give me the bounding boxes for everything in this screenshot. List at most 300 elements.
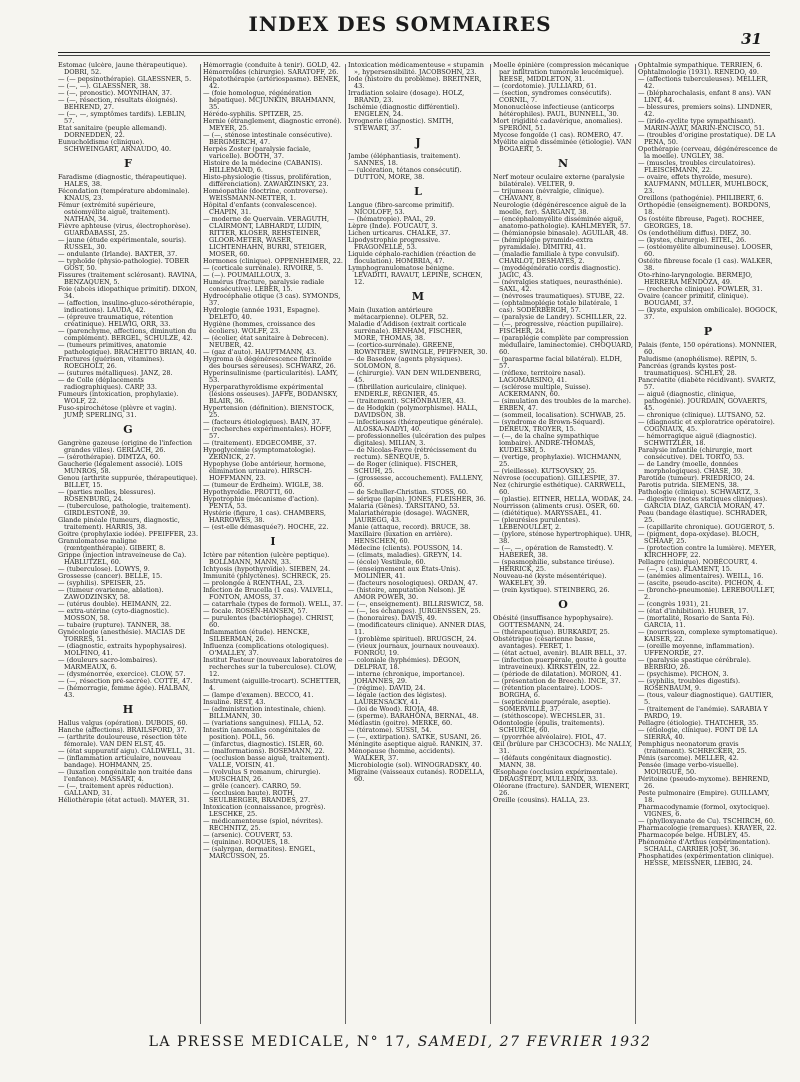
index-entry: — (oreille moyenne, inflammation). UFFENORDE, 27. — [638, 642, 755, 657]
index-entry: — (loi de Wood). RIOJA, 48. — [348, 705, 439, 713]
index-entry: Hernie (étranglement, diagnostic erroné). MEYER, 25. — [203, 117, 342, 132]
index-entry: — (arsenic). COUVERT, 53. — [203, 831, 293, 839]
index-entry: — (sommeil, localisation). SCHWAB, 25. — [493, 411, 626, 419]
index-entry: Hormones (clinique). OPPENHEIMER, 22. — [203, 257, 343, 265]
index-entry: — (— pepsinothérapie). GLAESSNER, 5. — [58, 75, 192, 83]
index-entry: Estomac (ulcère, jaune thérapeutique). DOBRI, 52. — [58, 62, 188, 76]
index-entry: — (hématropie). PAAL, 29. — [348, 215, 436, 223]
index-entry: Péritoine (pseudo-myxome). BEHREND, 26. — [638, 775, 770, 790]
index-entry: Gynécologie (anesthésie). MACIAS DE TORRES, 51. — [58, 628, 186, 643]
index-entry: — trijumeau (névralgie, clinique). CHAVANY, 8. — [493, 187, 605, 202]
index-entry: — (rétention placentaire). LOOS-BORGHA, 6. — [493, 684, 603, 699]
index-entry: — (occlusion basse aiguë, traitement). VALLE, VOISIN, 41. — [203, 754, 330, 769]
index-entry: Intestin (anomalies congénitales de position). POLL, 56. — [203, 726, 321, 741]
index-entry: — (tous, valeur diagnostique). GAUTIER, 5. — [638, 691, 774, 706]
index-column-2 — [203, 62, 343, 1028]
index-entry: — aiguë (diagnostic, clinique, pathogénie). JOURDAIN, GOVAERTS, 45. — [638, 390, 768, 412]
index-entry: — (vertige, prophylaxie). WICHMANN, 25. — [493, 453, 622, 468]
index-entry: Herpès Zoster (paralysie faciale, varicelle). BOOTH, 37. — [203, 145, 311, 160]
index-entry: — légale (action des légistes). LAURENSACKY, 41. — [348, 691, 447, 706]
index-entry: — (section, syndromes consécutifs). CORNIL, 7. — [493, 89, 612, 104]
footer-issue: N° 17, — [356, 1034, 412, 1050]
index-entry: — (tumeurs primitives, anatomie pathologique). BRACHETTO BRIAN, 40. — [58, 341, 197, 356]
index-entry: — professionnelles (ulcération des pulpes digitales). MILIAN, 3. — [348, 432, 486, 447]
index-entry: — coloniale (hyphémies). DÉGON, DELPRAT, 18. — [348, 656, 461, 671]
index-entry: — tubaire (rupture). TANNER, 38. — [58, 621, 172, 629]
index-entry: Intoxication médicamenteuse « stupamin », hypersensibilité. JACOBSOHN, 23. — [348, 62, 484, 76]
index-entry: — (sclérose multiple, Suisse). ACKERMANN, 60. — [493, 383, 591, 398]
index-entry: Médecine (clients). POUSSON, 14. — [348, 544, 463, 552]
index-entry: Fissures (traitement sclérosant). RAVINA, BENZAQUEN, 5. — [58, 271, 197, 286]
index-entry: — (—, —). GLAESSNER, 38. — [58, 82, 151, 90]
index-entry: Hydrologie (année 1931, Espagne). DELETO, 40. — [203, 306, 320, 321]
index-entry: — (diagnostic, extraits hypophysaires). MOLFINO, 41. — [58, 642, 187, 657]
index-entry: Oreille (cousins). HALLA, 23. — [493, 796, 590, 804]
index-entry: — (occlusion haute). ROTH, SEULBERGER, BRANDES, 27. — [203, 789, 311, 804]
index-entry: — moderne de Quervain. VERAGUTH, CLAIRMONT, LABHARDT, LUDIN, RITTER, KLOSER, REHSTEINER, GLOOR-METER, WASER, LICHTENHAHN, BURRI, STEIGER, MOSER, 60. — [203, 215, 330, 258]
index-entry: — (nourrisson, complexe symptomatique). KAISER, 22. — [638, 628, 778, 643]
index-entry: — (modificateurs clinique). ANNER DIAS, 11. — [348, 621, 486, 636]
index-entry: — de Hodgkin (polymorphisme). HALL, DAVIDSON, 38. — [348, 404, 478, 419]
index-entry: Genou (arthrite suppurée, thérapeutique). BILLET, 15. — [58, 474, 198, 489]
index-entry: — chronique (clinique). LUTSANO, 52. — [638, 411, 766, 419]
section-letter: O — [558, 598, 568, 611]
index-entry: Ostéite fibreuse focale (1 cas). WALKER, 38. — [638, 257, 773, 272]
index-entry: — infectieuses (thérapeutique générale). ALOSKA-NADYI, 40. — [348, 418, 483, 433]
index-entry: Pellagre (clinique). NOBÉCOURT, 4. — [638, 558, 758, 566]
index-entry: — (syphilis). SPEISER, 25. — [58, 579, 146, 587]
index-entry: — (myodégénératio cordis diagnostic). JAGIC, 43. — [493, 264, 621, 279]
column-divider — [490, 64, 491, 1024]
index-entry: — jaune (étude expérimentale, souris). RUSSEL, 30. — [58, 236, 187, 251]
index-entry: — (broncho-pneumonie). LEREBOULLET, 2. — [638, 586, 775, 601]
index-entry: Irradiation solaire (dosage). HOLZ, BRAND, 23. — [348, 89, 465, 104]
index-entry: — (phylloxyanate de Cu). TSCHIRCH, 60. — [638, 817, 775, 825]
index-entry: — (simulation des troubles de la marche). ERBEN, 47. — [493, 397, 631, 412]
index-entry: — interne (chronique, importance). JOHANNES, 29. — [348, 670, 465, 685]
index-entry: Glande pinéale (tumeurs, diagnostic, traitement). HARRIS, 38. — [58, 516, 180, 531]
index-entry: — prolongée à RŒNTHAL, 23. — [203, 579, 305, 587]
index-entry: Mort (rigidité cadavérique, anomalies). SPERONI, 51. — [493, 117, 623, 132]
index-entry: Parotis putrida. SIEMENS, 38. — [638, 481, 739, 489]
index-entry: — hémorragique aiguë (diagnostic). SCHWITZLER, 18. — [638, 432, 757, 447]
index-entry: — (tuberculose, pathologie, traitement). GIRDLESTONE, 39. — [58, 502, 191, 517]
index-entry: Institut Pasteur (nouveaux laboratoires de recherches sur la tuberculose). CLOW, 12. — [203, 656, 343, 678]
index-entry: Lichen urticarus. CHALKE, 37. — [348, 229, 451, 237]
index-entry: Ovaire (cancer primitif, clinique). BOUGAMI, 37. — [638, 292, 749, 307]
index-entry: — (gaz d'auto). HAUPTMANN, 43. — [203, 348, 317, 356]
index-entry: — (thérapeutique). BURKARDT, 25. — [493, 628, 610, 636]
index-entry: Hydrocéphalie otique (3 cas). SYMONDS, 37. — [203, 292, 341, 307]
index-entry: — (inflammation articulaire, nouveau bandage). HOHMANN, 25. — [58, 754, 182, 769]
index-entry: Oto-rhino-laryngologie. BERMEJO, HERRERA MENDOZA, 49. — [638, 271, 753, 286]
index-entry: — (ophtalmoplégie totale bilatérale, 1 cas). SODERBERGH, 57. — [493, 299, 619, 314]
index-entry: Main (luxation antérieure métacarpienne). OLPER, 52. — [348, 306, 449, 321]
index-entry: — extra-utérine (cyto-diagnostic). MOSSON, 58. — [58, 607, 170, 622]
index-columns — [58, 62, 776, 1028]
section-letter: J — [415, 136, 421, 149]
index-entry: Iode (histoire du problème). BREITNER, 43. — [348, 75, 482, 90]
index-entry: Maxillaire (luxation en arrière). HENSCHEN, 60. — [348, 530, 453, 545]
index-entry: — (facteurs étiologiques). BAIN, 37. — [203, 418, 322, 426]
index-entry: Granulomatose maligne (rœntgenthérapie). GIBERT, 8. — [58, 537, 166, 552]
section-letter: I — [270, 535, 276, 548]
index-entry: — (tératome). SUSSI, 54. — [348, 726, 432, 734]
index-entry: — (pylore, sténose hypertrophique). UHR, 38. — [493, 530, 633, 545]
index-entry: — (affections tuberculeuses). MELLER, 42. — [638, 75, 769, 90]
index-entry: — blessures, premiers soins). LINDNER, 42. — [638, 103, 773, 118]
index-entry: — (—, —, symptômes tardifs). LEBLIN, 57. — [58, 110, 186, 125]
index-entry: — de Roger (clinique). FISCHER, SCHUH, 25. — [348, 460, 458, 475]
index-entry: — (sperme). BARAHONA, BERNAL, 48. — [348, 712, 479, 720]
index-entry: — (névralgies statiques, neurasthénie). SAXL, 42. — [493, 278, 623, 293]
index-entry: Hérédo-syphilis. SPITZER, 25. — [203, 110, 304, 118]
index-entry: — (—, enseignement). BILLRISWICZ, 58. — [348, 600, 484, 608]
index-entry: — (anémies alimentaires). WEILL, 16. — [638, 572, 764, 580]
index-entry: — (dysménorrée, exercice). CLOW, 57. — [58, 670, 186, 678]
index-entry: Hallus valgus (opération). DUBOIS, 60. — [58, 719, 188, 727]
index-entry: — (école) Vestibule, 60. — [348, 558, 426, 566]
index-entry: — (ostéomyélite albumineuse). LOOSER, 60. — [638, 243, 773, 258]
index-entry: — (fibrillation auriculaire, clinique). ENDERLE, RÉGNIER, 45. — [348, 383, 467, 398]
section-letter: L — [414, 185, 422, 198]
index-entry: — (—, —, opération de Ramstedt). V. HABERER, 38. — [493, 544, 614, 559]
index-entry: — (diététique). MARYSSAEL, 41. — [493, 509, 602, 517]
index-entry: — (névroses traumatiques). STUBE, 22. — [493, 292, 625, 300]
index-entry: — (corticale surrénale). RIVOIRE, 5. — [203, 264, 324, 272]
index-entry: — (histoire, amputation Nelson). JE AMOR POWER, 30. — [348, 586, 466, 601]
index-entry: — (sutures métalliques). JANZ, 28. — [58, 369, 173, 377]
index-entry: Maladie d'Addison (extrait corticale surrénale). BENHAM, FISCHER, MORE, THOMAS, 38. — [348, 320, 467, 342]
index-entry: Malaria (Gênes). TARSITANO, 53. — [348, 502, 460, 510]
index-entry: — focale. ROSEN-HANSEN, 57. — [203, 607, 308, 615]
index-entry: — (recherche clinique). FOWLER, 31. — [638, 285, 763, 293]
index-entry: Manie (attaque, record). BRUCE, 38. — [348, 523, 471, 531]
index-entry: Odontologie (épulis, traitements). SCHURCH, 60. — [493, 719, 605, 734]
index-entry: Pensée (image verbo-visuelle). MOURGUE, 50. — [638, 761, 739, 776]
index-entry: — (paralysie spastique cérébrale). BERBRIO, 26. — [638, 656, 751, 671]
index-entry: — (vieillesse). KUTSOVSKY, 25. — [493, 467, 597, 475]
index-entry: Pathologie (clinique). SCHWARTZ, 3. — [638, 488, 761, 496]
page-title: INDEX DES SOMMAIRES — [248, 12, 552, 36]
index-entry: — purulentes (bactériophage). CHRIST, 60. — [203, 614, 334, 629]
index-entry: — (diagnostic et exploratrice opératoire). COGNIAUX, 45. — [638, 418, 775, 433]
index-entry: — (blépharochalasis, enfant 8 ans). VAN LINT, 44. — [638, 89, 772, 104]
index-entry: — (syndrome de Brown-Séquard). DEREUX, TROYER, 15. — [493, 418, 605, 433]
index-entry: — (foie homologue, régénération hépatique). MCJUNKIN, BRAHMANN, 35. — [203, 89, 336, 111]
index-entry: — (chirurgie). VAN DEN WILDENBERG, 45. — [348, 369, 482, 384]
index-entry: — (enseignement aux États-Unis). MOLINIER, 41. — [348, 565, 461, 580]
index-entry: Œsophage (occlusion expérimentale). DRAGSTEDT, MULLENIX, 33. — [493, 768, 618, 783]
index-entry: Paralysie infantile (chirurgie, mort consécutive). DEL TORTO, 53. — [638, 446, 753, 461]
index-entry: — de Nicolas-Favre (rétrécissement du rectum). SÉNÈQUE, 5. — [348, 446, 477, 461]
index-entry: — (pigment, dopa-oxydase). BLOCH, SCHAAF, 25. — [638, 530, 760, 545]
index-entry: Pemphigus neonatorum gravis (traitement). SCHRECKER, 25. — [638, 740, 747, 755]
index-entry: Gangrène gazeuse (origine de l'infection grandes villes). GERLACH, 26. — [58, 439, 193, 454]
index-entry: — (kystes, chirurgie). EITEL, 26. — [638, 236, 747, 244]
index-entry: — (sérothérapie). DIMTZA, 60. — [58, 453, 161, 461]
index-entry: — (infection puerpérale, goutte à goutte intraveineux). KIRKSTEIN, 22. — [493, 656, 627, 671]
index-entry: — (douleurs sacro-lombaires). MARMEAUX, 6. — [58, 656, 158, 671]
index-entry: — (régime). DAVID, 24. — [348, 684, 426, 692]
index-entry: Obstétrique (césarienne basse, avantages). FERET, 1. — [493, 635, 596, 650]
index-entry: — (capillarite chronique). GOUGEROT, 5. — [638, 523, 775, 531]
index-entry: Pharmacopée belge. HUBLEY, 45. — [638, 831, 751, 839]
index-entry: — (pyorrhée alvéolaire). FIOL, 47. — [493, 733, 607, 741]
index-entry: Ophtalmologie (1931). RENEDO, 49. — [638, 68, 759, 76]
index-column-1 — [58, 62, 198, 1028]
page-number: 31 — [741, 30, 762, 48]
index-column-4 — [493, 62, 633, 1028]
index-entry: — (état suppuratif aigu). CALDWELL, 31. — [58, 747, 195, 755]
index-entry: Etat sanitaire (peuple allemand). DORNEDDEN, 22. — [58, 124, 167, 139]
index-entry: — (ulcération, tétanos consécutif). DUTTON, MORE, 38. — [348, 166, 462, 181]
index-entry: — (traitement). SCHÖNBAUER, 43. — [348, 397, 466, 405]
index-entry: Hyperinsulinisme (particularités). LAMY, 53. — [203, 369, 339, 384]
header-rule-thin — [58, 55, 770, 56]
index-entry: — ondulante (Irlande). BAXTER, 37. — [58, 250, 178, 258]
index-entry: — (rein kystique). STEINBERG, 26. — [493, 586, 610, 594]
index-entry: — (protection contre la lumière). MEYER, KIRCHHOFF, 22. — [638, 544, 777, 559]
index-entry: — (traitement de l'anémie). SARABIA Y PARDO, 19. — [638, 705, 768, 720]
index-entry: — (pleurésies purulentes). LEBENOULLET, 2. — [493, 516, 581, 531]
index-entry: Lèpre (Inde). FOUCAUT, 3. — [348, 222, 438, 230]
index-entry: — (—, 1 cas). FLAMENT, 15. — [638, 565, 732, 573]
index-entry: Fièvre aphteuse (virus, électrophorèse). GUARDABASSI, 25. — [58, 222, 191, 237]
index-entry: Ivrognerie (diagnostic). SMITH, STEWART, 37. — [348, 117, 454, 132]
index-entry: Hypotrophie (mécanisme d'action). PENTA, 53. — [203, 495, 319, 510]
index-entry: — (parasparme facial bilatéral). ELDH, 57. — [493, 355, 623, 370]
footer — [0, 1034, 800, 1050]
index-entry: Faradisme (diagnostic, thérapeutique). HALES, 38. — [58, 173, 187, 188]
index-entry: — (réflexe, territoire nasal). LAGOMARSINO, 41. — [493, 369, 586, 384]
index-entry: Fécondation (température abdominale). KNAUS, 23. — [58, 187, 190, 202]
index-entry: Obésité (insuffisance hypophysaire). GOTTESMANN, 24. — [493, 614, 614, 629]
index-entry: Grossesse (cancer). BELLE, 15. — [58, 572, 163, 580]
index-entry: — (paralysie de Landry). SCHILLER, 22. — [493, 313, 627, 321]
index-entry: — catarrhale (types de formol). WELL, 37. — [203, 600, 343, 608]
index-entry: Paludisme (anophélisme). RÉPIN, 5. — [638, 355, 757, 363]
index-entry: — (état d'inhibition). HUBER, 17. — [638, 607, 749, 615]
index-column-5 — [638, 62, 778, 1028]
index-entry: Hypoglycémie (symptomatologie). ZERNICK, 27. — [203, 446, 316, 461]
index-entry: Fractures (guérison, vitamines). ROEGHOLT, 26. — [58, 355, 165, 370]
index-entry: Ménopause (homme, accidents). WALKER, 37. — [348, 747, 455, 762]
index-entry: — ovaire, effets thyroïde, mesure). KAUFMANN, MULLER, MUHLBOCK, 23. — [638, 173, 769, 195]
index-entry: — (—). POUMAILLOUX, 3. — [203, 271, 291, 279]
index-entry: Eunuchoïdisme (clinique). SCHWEINGART, ARNAUDO, 40. — [58, 138, 172, 153]
index-entry: — (psychisme). PICHON, 3. — [638, 670, 729, 678]
index-entry: — (—, de la chaîne sympathique lombaire). ANDRÉ-THOMAS, KUDELSKI, 5. — [493, 432, 599, 454]
index-entry: — (honoraires). DAVIS, 49. — [348, 614, 437, 622]
footer-publication: LA PRESSE MEDICALE, — [148, 1034, 351, 1050]
index-entry: — (vieux journaux, journaux nouveaux). FONROU, 19. — [348, 642, 480, 657]
index-entry: Hypertension (définition). BIENSTOCK, 25. — [203, 404, 335, 419]
index-entry: Moelle épinière (compression mécanique par infiltration tumorale leucémique). REESE, MIDDLETON, 31. — [493, 62, 629, 83]
index-entry: — (—, progressive, réaction pupillaire). FISCHER, 24. — [493, 320, 624, 335]
index-entry: Fémur (extrémité supérieure, ostéomyélite aiguë, traitement). NATHAN, 34. — [58, 201, 170, 223]
index-entry: Insuline. REST, 43. — [203, 698, 266, 706]
index-entry: Médiastin (goitre). MERKE, 60. — [348, 719, 453, 727]
index-entry: Gaucherie (légalement associé). LOIS MUNROS, 58. — [58, 460, 183, 475]
index-entry: — de Schuller-Christian. STOSS, 60. — [348, 488, 469, 496]
index-entry: Orthopédie (enseignement). BORDONS, 18. — [638, 201, 771, 216]
column-divider — [345, 64, 346, 1024]
index-entry: — de Landry (moelle, données morphologiques). CHASE, 39. — [638, 460, 743, 475]
index-entry: Lymphogranulomatose bénigne. LEVADITI, RAVAUT, LÉPINE, SCHŒN, 12. — [348, 264, 483, 286]
index-entry: — (hémianopsie binasale). AGUILAR, 48. — [493, 229, 629, 237]
index-entry: — (variations sanguines). FILLA, 52. — [203, 719, 324, 727]
index-entry: — typhoïde (physio-pathologie). TOBER GOST, 50. — [58, 257, 189, 272]
index-entry: Parotide (tumeur). FRIEDRICO, 24. — [638, 474, 755, 482]
index-entry: Langue (fibro-sarcome primitif). NICOLOFF, 53. — [348, 201, 455, 216]
index-entry: — (traitement). EDGECOMBE, 37. — [203, 439, 317, 447]
header-rule — [58, 52, 770, 53]
section-letter: H — [122, 703, 134, 716]
index-entry: Homéopathie (doctrine, controverse). WEISSMANN-NETTER, 1. — [203, 187, 328, 202]
index-entry: — (écolier, état sanitaire à Debrecen). NEUBER, 42. — [203, 334, 329, 349]
index-entry: Pancréatite (diabète récidivant). SVARTZ, 57. — [638, 376, 776, 391]
index-entry: — (période de dilatation). MORON, 41. — [493, 670, 622, 678]
index-entry: Jambe (éléphantiasis, traitement). SANNES, 18. — [348, 152, 461, 167]
index-entry: — (salyrgan, dermatites). ENGEL, MARCUSSON, 25. — [203, 845, 316, 860]
section-letter: N — [557, 157, 569, 170]
index-entry: — (tuberculose). LOWYS, 9. — [58, 565, 150, 573]
index-entry: — (—, traitement après réduction). GALLAND, 31. — [58, 782, 174, 797]
index-entry: — (malformations). BOSEMANN, 22. — [203, 747, 325, 755]
section-letter: M — [411, 290, 425, 303]
index-entry: — (—, résection pré-sacrée). COTTE, 47. — [58, 677, 193, 685]
index-entry: — (épreuve traumatique, rétention créatinique). HELWIG, ORR, 33. — [58, 313, 174, 328]
index-entry: Mycose fongoïde (1 cas). ROMERO, 47. — [493, 131, 624, 139]
index-entry: Hypophyse (lobe antérieur, hormone, élimination urinaire). HIRSCH-HOFFMANN, 23. — [203, 460, 326, 482]
index-entry: Fuso-spirochétose (plèvre et vagin). JUMP, SPERLING, 31. — [58, 404, 177, 419]
index-entry: — (quinine). ROQUES, 18. — [203, 838, 290, 846]
footer-date: 27 FEVRIER 1932 — [499, 1034, 652, 1050]
index-entry: — (lampe d'examen). BECCO, 41. — [203, 691, 314, 699]
index-entry: Œil (brûlure par CH3COCH3). Mc NALLY, 31. — [493, 740, 633, 755]
index-entry: — (cordotomie). JULLIARD, 61. — [493, 82, 597, 90]
index-entry: Oléorane (fracture). SANDER, WIENERT, 26. — [493, 782, 630, 797]
index-entry: Méningite aseptique aiguë. RANKIN, 37. — [348, 740, 483, 748]
index-entry: — (administration intestinale, chien). BILLMANN, 30. — [203, 705, 326, 720]
index-entry: Malariathérapie (dosage). WAGNER, JAUREGG, 43. — [348, 509, 470, 524]
index-entry: Liquide céphalo-rachidien (réaction de floculation). HOMBRIA, 47. — [348, 250, 476, 265]
index-entry: Instrument (aiguille-trocart). SCHETTER, 4. — [203, 677, 341, 692]
index-entry: Nez (chirurgie esthétique). CARRWELL, 60. — [493, 481, 626, 496]
index-entry: Lipodystrophie progressive. FRAGONELLE, 53. — [348, 236, 441, 251]
index-entry: Grippe (injection intraveineuse de Ca). HABLUTZEL, 60. — [58, 551, 187, 566]
index-entry: Microbiologie (sol). WINOGRADSKY, 40. — [348, 761, 482, 769]
column-divider — [200, 64, 201, 1024]
index-entry: Infection de Brucella (1 cas). VALVELL, FONTON, AMOSS, 37. — [203, 586, 334, 601]
index-entry: Pharmacodynamie (formol, oxytocique). VIGNES, 6. — [638, 803, 770, 818]
index-entry: — (stéthoscope). WECHSLER, 31. — [493, 712, 606, 720]
index-entry: Hygiène (hommes, croissance des écoliers). WOLFF, 23. — [203, 320, 316, 335]
index-entry: Hystérie (figure, 1 cas). CHAMBERS, HARROWES, 38. — [203, 509, 326, 524]
index-entry: Phosphatides (expérimentation clinique). HESSE, MEISSNER, LIEBIG, 24. — [638, 852, 774, 867]
index-entry: Hygroma (à dégénérescence fibrinoïde des bourses séreuses). SCHWARZ, 26. — [203, 355, 336, 370]
index-entry: — (infarctus, diagnostic). ISLER, 60. — [203, 740, 324, 748]
footer-day: SAMEDI, — [417, 1034, 494, 1050]
index-entry: Nouveau-né (kyste mésentérique). WAKELEY, 39. — [493, 572, 607, 587]
index-entry: — (—, extirpation). SATKE, SUSANI, 26. — [348, 733, 482, 741]
index-entry: — (troubles d'origine prostatique). DE LA PENA, 50. — [638, 131, 776, 146]
index-entry: Neurologie (dégénérescence aiguë de la moelle, fer). SARGANT, 38. — [493, 201, 627, 216]
index-entry: — (arthrite douloureuse, résection tête fémorale). VAN DEN ELST, 45. — [58, 733, 188, 748]
index-entry: Hépatothérapie (artériospasme). BENEK, 42. — [203, 75, 341, 90]
index-entry: — (maladie familiale à type convulsif). CHARLOT, DESHAYES, 2. — [493, 250, 620, 265]
index-entry: Hémorragie (conduite à tenir). GOLD, 42. — [203, 62, 341, 69]
index-entry: — sérique (lapin). JONES, FLEISHER, 36. — [348, 495, 486, 503]
index-entry: Hôpital d'enfants (convalescence). CHAPIN, 31. — [203, 201, 317, 216]
index-entry: — (—, résection, résultats éloignés). BEHREND, 27. — [58, 96, 178, 111]
index-entry: — (—, pronostic). MOYNIHAN, 37. — [58, 89, 172, 97]
index-entry: — (luxation congénitale non traitée dans l'enfance). MASSART, 4. — [58, 768, 193, 783]
section-letter: P — [703, 325, 713, 338]
index-entry: — (hémiplégie pyramido-extra pyramidale). DIMITRI, 41. — [493, 236, 594, 251]
index-entry: — (utérus double). HEIMANN, 22. — [58, 600, 172, 608]
index-entry: Nerf moteur oculaire externe (paralysie bilatérale). VELTER, 9. — [493, 173, 625, 188]
index-entry: — (muscles, troubles circulatoires). FLEISCHMANN, 22. — [638, 159, 756, 174]
index-entry: — (ascite, pseudo-ascite). PICHON, 4. — [638, 579, 763, 587]
index-entry: — (problème spirituel). BRUGSCH, 24. — [348, 635, 477, 643]
index-entry: Ophtalmie sympathique. TERRIEN, 6. — [638, 62, 763, 69]
index-entry: — de Colle (déplacements radiographiques). CARP, 33. — [58, 376, 157, 391]
index-entry: — (état actuel, avenir). BLAIR BELL, 37. — [493, 649, 627, 657]
index-column-3 — [348, 62, 488, 1028]
index-entry: — (cortico-surrénale). GREENE, ROWNTREE, SWINGLE, PFIFFNER, 30. — [348, 341, 488, 356]
index-entry: — (mortalité, Rosario de Santa Fé). GARCIA, 11. — [638, 614, 755, 629]
index-entry: — (—, sténose intestinale consécutive). BERGMERCH, 47. — [203, 131, 333, 146]
index-entry: — grêle (cancer). CARRO, 59. — [203, 782, 302, 790]
index-entry: — (septicémie puerpérale, aseptie). SOMERVILLE, 37. — [493, 698, 611, 713]
index-entry: — (facteurs nosologiques). ORDAN, 47. — [348, 579, 478, 587]
index-entry: Ictère par rétention (ulcère peptique). BOLLMANN, MANN, 33. — [203, 551, 330, 566]
index-entry: Foie (abcès idiopathique primitif). DIXON, 34. — [58, 285, 198, 300]
index-entry: — (est-elle démasquée?). HOCHE, 22. — [203, 523, 329, 531]
index-entry: — (tumeur de Erdheim). WIGLE, 38. — [203, 481, 324, 489]
column-divider — [635, 64, 636, 1024]
index-entry: Peste pulmonaire (Empire). GUILLAMY, 18. — [638, 789, 770, 804]
index-entry: Histo-physiologie (tissus, prolifération, différenciation). ZAWARZINSKY, 23. — [203, 173, 332, 188]
index-entry: — de Basedow (agents physiques). SOLOMON, 8. — [348, 355, 463, 370]
index-entry: Nourrisson (aliments crus). OSER, 60. — [493, 502, 620, 510]
index-entry: — (climats, maladies). GREYN, 14. — [348, 551, 462, 559]
index-entry: — digestive (notes statiques cliniques). GARCIA DIAZ, GARCIA MORAN, 47. — [638, 495, 768, 510]
index-entry: Inflammation (étude). HENCKE, SILBERMAN, 26. — [203, 628, 310, 643]
index-entry: Phénomène d'Arthus (expérimentation). SCHALL, CARRIER JOST, 36. — [638, 838, 771, 853]
index-entry: — (présentation de Breech). INCE, 37. — [493, 677, 621, 685]
index-entry: Ischémie (diagnostic différentiel). ENGELEN, 24. — [348, 103, 460, 118]
index-entry: Palais (fente, 150 opérations). MONNIER, 60. — [638, 341, 777, 356]
index-entry: Oreillons (pathogénie). PHILIBERT, 6. — [638, 194, 764, 202]
index-entry: — (grossesse, accouchement). FALLENY, 60. — [348, 474, 484, 489]
index-entry: — (affection, insulino-gluco-sérothérapie, indications). LAUDA, 42. — [58, 299, 195, 314]
index-entry: Opothérapie (cerveau, dégénérescence de la moelle). UNGLEY, 38. — [638, 145, 778, 160]
index-entry: Influenza (complications otologiques). O'MALLEY, 37. — [203, 642, 329, 657]
index-entry: Hypothyroïdie. PROTTI, 60. — [203, 488, 295, 496]
index-entry: — (paraplégie complète par compression médullaire, laminectomie). CHOQUARD, 60. — [493, 334, 633, 356]
index-entry: — (congrès 1931), 21. — [638, 600, 711, 608]
index-entry: Hyperparathyroïdisme expérimental (lésions osseuses). JAFFE, BODANSKY, BLAIR, 36. — [203, 383, 338, 405]
index-entry: Fumeurs (intoxication, prophylaxie). WOLF, 22. — [58, 390, 179, 405]
index-entry: — (parenchyme, affections, diminution du complément). BERGEL, SCHULZE, 42. — [58, 327, 197, 342]
index-entry: — (irido-cyclite type sympathisant). MARIN-AYAT, MARIN-ENCISCO, 51. — [638, 117, 765, 132]
index-entry: Pharmacologie (remarques). KRAYER, 22. — [638, 824, 777, 832]
index-entry: Histoire de la médecine (CABANIS). HILLEMAND, 6. — [203, 159, 323, 174]
index-entry: Héliothérapie (état actuel). MAYER, 31. — [58, 796, 190, 804]
